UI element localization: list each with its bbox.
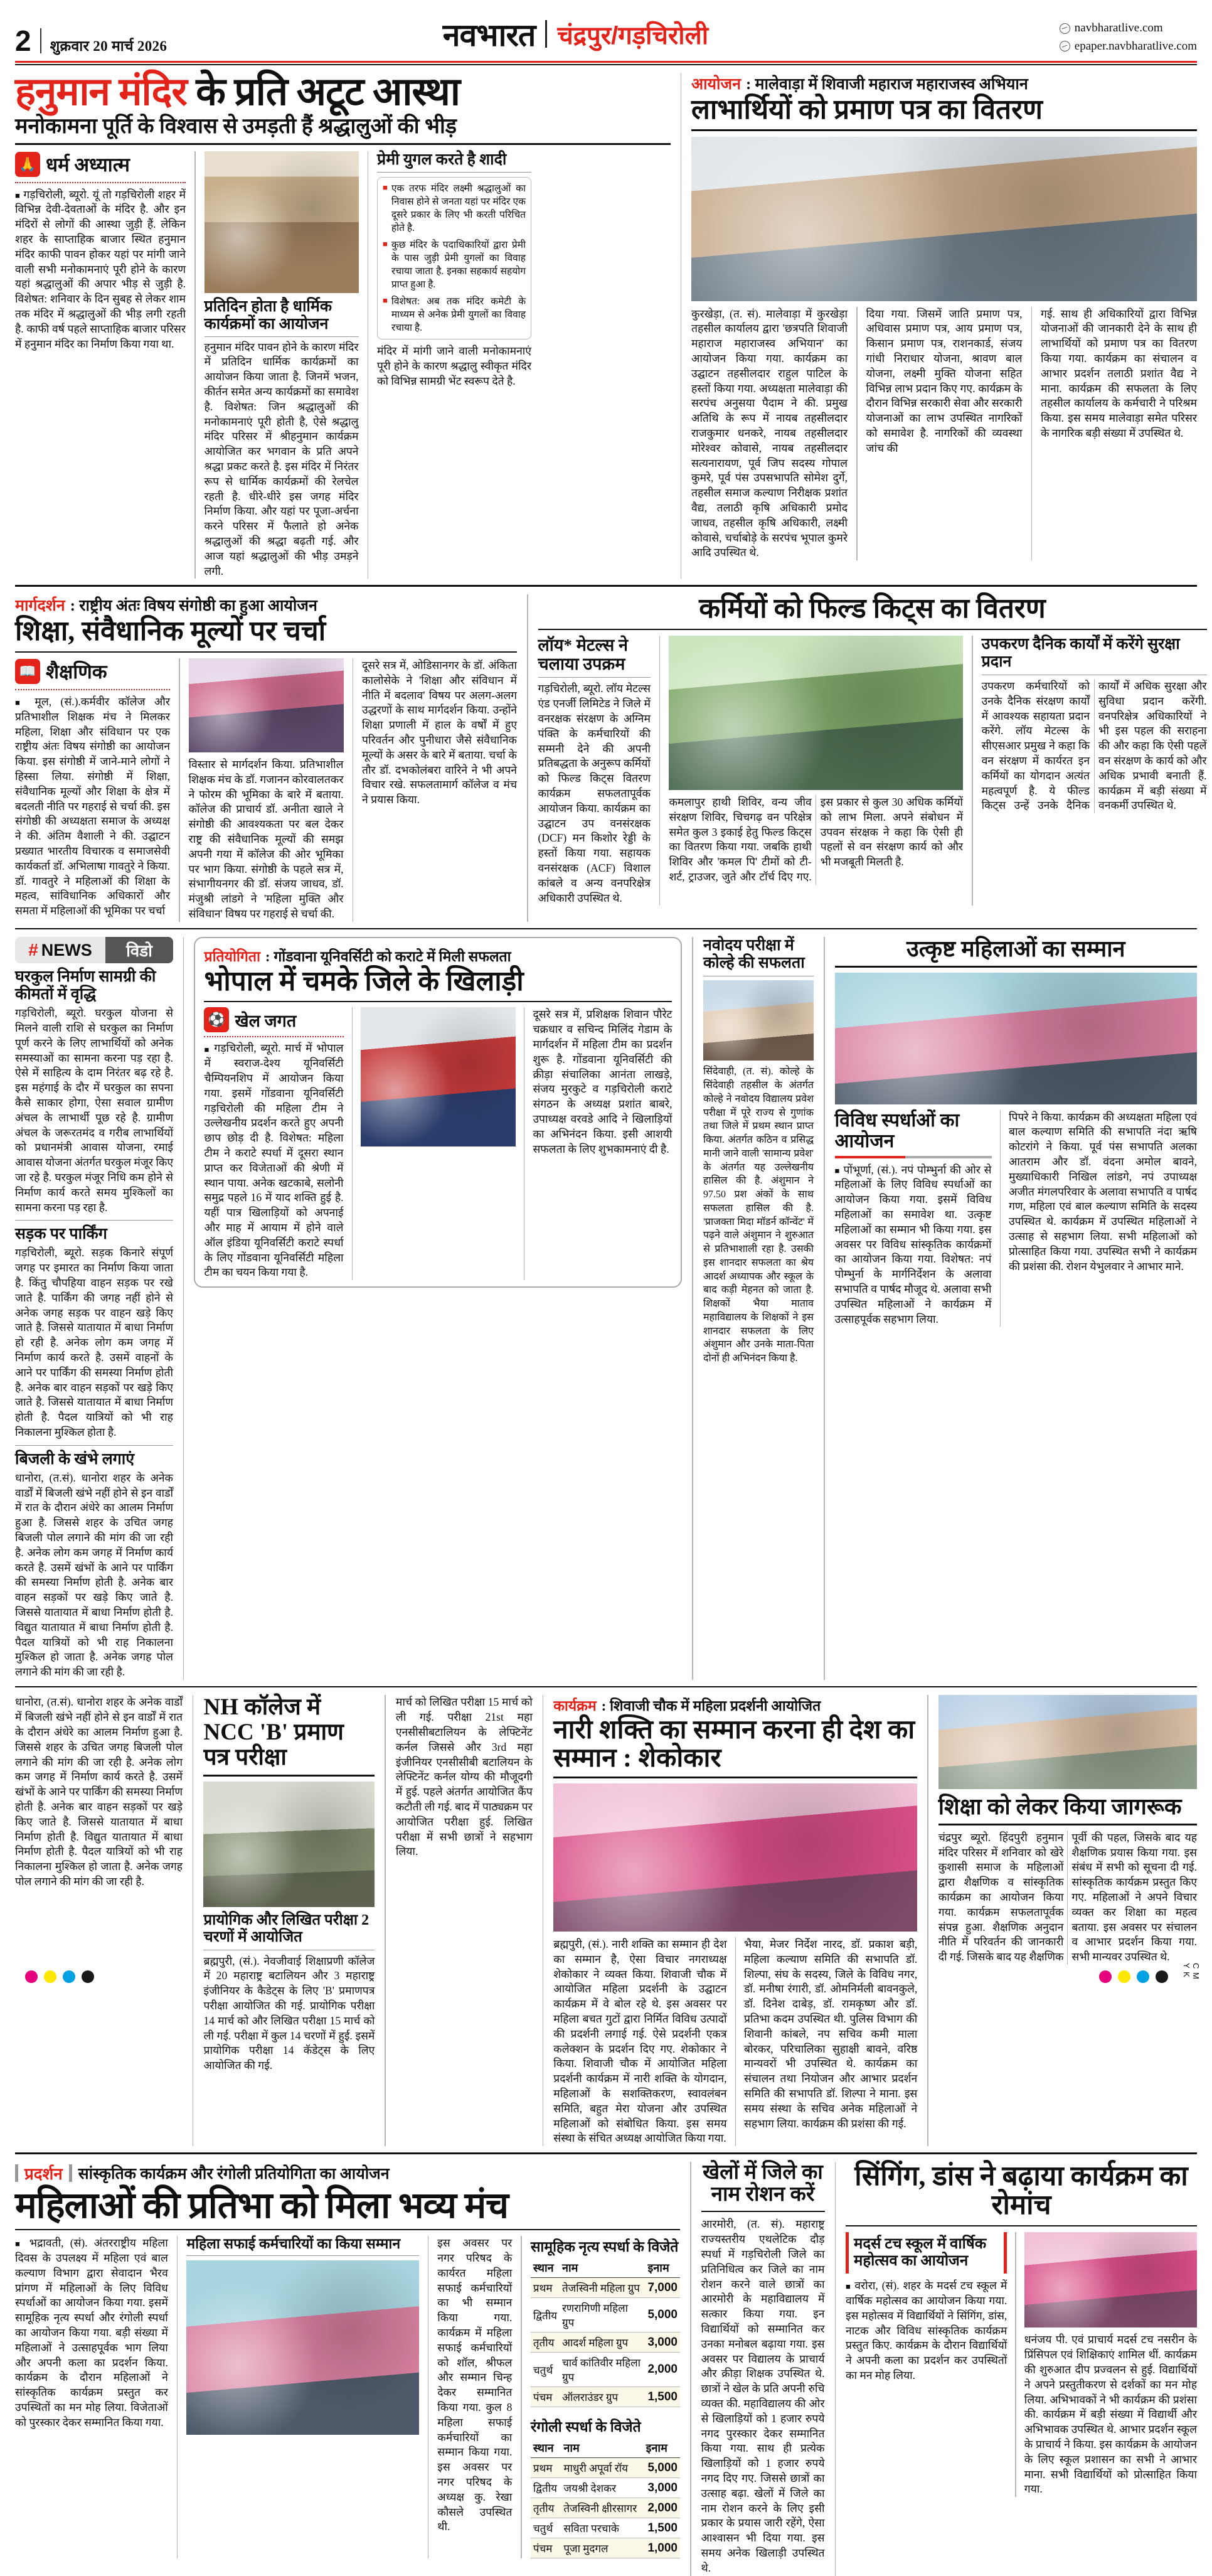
pradarshan-headline: महिलाओं की प्रतिभा को मिला भव्य मंच xyxy=(15,2184,508,2226)
video-tag[interactable] xyxy=(105,937,173,963)
table-row xyxy=(531,2538,680,2558)
nari-story xyxy=(553,1695,917,2146)
news-video-tag[interactable] xyxy=(15,937,173,963)
cmyk-dot-yellow xyxy=(44,1970,56,1983)
singing-story xyxy=(846,2162,1197,2576)
nari-headline: नारी शक्ति का सम्मान करना ही देश का सम्मान : शेकोकार xyxy=(553,1716,915,1773)
table-row xyxy=(531,2498,680,2518)
sports-district-body: आरमोरी, (त. सं). महाराष्ट्र राज्यस्तरीय एथलेटिक दौड़ स्पर्धा में गड़चिरोली जिले का प्रतिनिधित्व कर जिले का नाम रोशन करने वाले छात्रों का आरमोरी के महाविद्यालय में सत्कार किया गया. इन विद्यार्थियों को सम्मानित कर उनका मनोबल बढ़ाया गया. इस अवसर पर विद्यालय के प्राचार्य और क्रीड़ा शिक्षक उपस्थित थे. छात्रों ने खेल के प्रति अपनी रुचि व्यक्त की. महाविद्यालय की ओर से खिलाड़ियों को 1 हजार रुपये नगद पुरस्कार देकर सम्मानित किया गया. साथ ही प्रत्येक खिलाड़ियों को 1 हजार रुपये नगद दिए गए. जिससे छात्रों का उत्साह बढ़ा. खेलों में जिले का नाम रोशन करने के लिए इसी प्रकार के प्रयास जारी रहेंगे, ऐसा आश्वासन भी दिया गया. इस समय अनेक खिलाड़ी उपस्थित थे. xyxy=(701,2218,825,2574)
band-divider-2 xyxy=(15,928,1197,930)
table-row xyxy=(531,2387,680,2407)
th-rank: स्थान xyxy=(531,2258,560,2278)
table-row xyxy=(531,2518,680,2538)
edu-aware-body: चंद्रपुर ब्यूरो. हिंदपुरी हनुमान मंदिर परिसर में शनिवार को खेरे कुशासी समाज के महिलाओं द्वारा शैक्षणिक व सांस्कृतिक कार्यक्रम का आयोजन किया गया. कार्यक्रम सफलतापूर्वक संपन्न हुआ. शैक्षणिक अनुदान नीति में परिवर्तन की जानकारी दी गई. जिसके बाद यह शैक्षणिक पूर्वी की पहल, जिसके बाद यह शैक्षणिक प्रयास किया गया. इस संबंध में सभी को सूचना दी गई. सांस्कृतिक कार्यक्रम प्रस्तुत किए गए. महिलाओं ने अपने विचार व्यक्त कर शिक्षा का महत्व बताया. इस अवसर पर संचालन व आभार प्रदर्शन किया गया. सभी मान्यवर उपस्थित थे. xyxy=(938,1830,1198,1964)
news-video-column xyxy=(15,937,173,1680)
kicker-label: मार्गदर्शन xyxy=(15,597,65,614)
lead-rule xyxy=(15,143,671,145)
field-kits-col-left xyxy=(538,636,651,906)
band-divider-1 xyxy=(15,585,1197,587)
section-rule xyxy=(692,937,693,1680)
lead-col-3 xyxy=(377,151,531,579)
footer-color-bar xyxy=(0,1963,1212,1991)
band-ncc xyxy=(15,1695,1197,2146)
karate-story xyxy=(194,937,682,1680)
book-icon: 📖 xyxy=(15,659,40,684)
table-header-row xyxy=(531,2439,680,2458)
rule xyxy=(938,1824,1197,1825)
seminar-col-1 xyxy=(15,658,170,922)
badge-dotted-rule xyxy=(15,182,186,183)
cell-prize: 7,000 xyxy=(645,2278,680,2298)
news-item xyxy=(15,1226,173,1440)
hanuman-temple-photo xyxy=(205,151,359,293)
educational-badge xyxy=(15,658,107,685)
news-item-title: घरकुल निर्माण सामग्री की कीमतों में वृद्धि xyxy=(15,968,156,1003)
seminar-col-3 xyxy=(362,658,517,922)
th-name: नाम xyxy=(560,2258,645,2278)
masthead xyxy=(15,11,1197,58)
news-tag[interactable] xyxy=(15,937,105,963)
seminar-headline: शिक्षा, संवैधानिक मूल्यों पर चर्चा xyxy=(15,615,326,646)
ncc-cadets-photo xyxy=(203,1782,375,1907)
field-kits-sub-right: उपकरण दैनिक कार्यों में करेंगे सुरक्षा प्रदान xyxy=(981,636,1180,670)
lead-col-2 xyxy=(205,151,359,579)
kicker-text: : मालेवाड़ा में शिवाजी महाराज महाराजस्व अभियान xyxy=(745,75,1028,93)
cell-rank: तृतीय xyxy=(531,2498,561,2518)
education-awareness-photo xyxy=(938,1695,1197,1789)
women-honor-columns xyxy=(835,1110,1198,1327)
video-tag-label: विडो xyxy=(126,942,152,961)
column-rule xyxy=(353,658,354,922)
rule xyxy=(15,2229,680,2231)
ncc-col-1: मार्च को लिखित परीक्षा 15 मार्च को ली गई. परीक्षा 21st महा एनसीसीबटालियन के लेफ्टिनेंट कर्नल जिससे और 3rd महा इंजीनियर एनसीसीबी बटालियन के लेफ्टिनेंट कर्नल योग्य की मौजूदगी में हुई. पहले अंतर्गत आयोजित कैंप कटौती ली गई. बाद में पाठ्यक्रम पर आयोजित परीक्षा हुई. लिखित परीक्षा में सभी छात्रों ने सहभाग लिया. xyxy=(395,1696,533,1858)
lead-col2-body: हनुमान मंदिर पावन होने के कारण मंदिर में प्रतिदिन धार्मिक कार्यक्रमों का आयोजन किया जाता है. जिनमें भजन, कीर्तन समेत अन्य कार्यक्रमों का समावेश है. विशेषत: जिन श्रद्धालुओं की मनोकामनाएं पूरी होती है, ऐसे श्रद्धालु मंदिर परिसर में श्रीहनुमान कार्यक्रम आयोजित कर भगवान के प्रति अपने श्रद्धा प्रकट करते है. इस मंदिर में निरंतर रूप से धार्मिक कार्यक्रमों की रेलचेल रहती है. धीरे-धीरे इस जगह मंदिर निर्माण किया. और यहां पर पूजा-अर्चना करने परिसर में फैलाते हो अनेक श्रद्धालुओं की श्रद्धा बढ़ती गई. और आज यहां श्रद्धालुओं की भीड़ उमड़ने लगी. xyxy=(204,340,359,577)
lead-subhead: मनोकामना पूर्ति के विश्वास से उमड़ती हैं श्रद्धालुओं की भीड़ xyxy=(15,114,457,138)
section-rule xyxy=(193,1695,194,2146)
pradarshan-columns xyxy=(15,2236,680,2558)
cell-prize: 5,000 xyxy=(644,2458,680,2478)
lead-headline xyxy=(15,70,671,114)
section-rule xyxy=(690,2162,691,2576)
pradarshan-body-1: ■ भद्रावती, (सं). अंतरराष्ट्रीय महिला दिवस के उपलक्ष्य में महिला एवं बाल कल्याण विभाग द्वारा सेवादान भैरव प्रांगण में महिलाओं के लिए विविध स्पर्धाओं का आयोजन किया गया. इसमें सामूहिक नृत्य स्पर्धा और रंगोली स्पर्धा का आयोजन किया गया. बड़ी संख्या में महिलाओं ने उत्साहपूर्वक भाग लिया और अपनी कला का प्रदर्शन किया. कार्यक्रम के दौरान महिलाओं ने सांस्कृतिक कार्यक्रम प्रस्तुत कर उपस्थितों का मन मोह लिया. विजेताओं को पुरस्कार देकर सम्मानित किया गया. xyxy=(15,2236,168,2558)
band-divider-4 xyxy=(15,2152,1197,2154)
rule xyxy=(15,1220,173,1221)
left-continuation xyxy=(15,1695,183,2146)
table-row xyxy=(531,2278,680,2298)
lead-story xyxy=(15,70,671,579)
field-kits-col-right-text: उपकरण कर्मचारियों को उनके दैनिक संरक्षण कार्यों में आवश्यक सहायता प्रदान करेंगे. लॉय मेटल्स के सीएसआर प्रमुख ने कहा कि वन संरक्षण में कार्यरत इन कर्मियों का योगदान अत्यंत महत्वपूर्ण है. ये फील्ड किट्स उन्हें उनके दैनिक कार्यों में अधिक सुरक्षा और सुविधा प्रदान करेंगी. वनपरिक्षेत्र अधिकारियों ने भी इस पहल की सराहना की और कहा कि ऐसी पहलें वन संरक्षण के कार्य को और अधिक प्रभावी बनाती हैं. कार्यक्रम में बड़ी संख्या में वनकर्मी उपस्थित थे. xyxy=(981,680,1207,812)
news-item xyxy=(15,968,173,1215)
rule xyxy=(553,1777,917,1778)
singing-col-1 xyxy=(846,2232,1007,2497)
masthead-websites xyxy=(1060,19,1197,55)
cell-prize: 3,000 xyxy=(644,2478,680,2498)
cell-name: तेजस्विनी महिला ग्रुप xyxy=(560,2278,645,2298)
table-header-row xyxy=(531,2258,680,2278)
cmyk-dot-black xyxy=(82,1970,94,1983)
winners-tables xyxy=(531,2236,680,2558)
ncc-story xyxy=(203,1695,375,2146)
seminar-col3-text: दूसरे सत्र में, ओडिसानगर के डॉ. अंकिता कालोसेके ने 'शिक्षा और संविधान में नीति में बदलाव' विषय पर अलग-अलग उद्धरणों के साथ मार्गदर्शन किया. उन्होंने शिक्षा प्रणाली में हाल के वर्षों में हुए परिवर्तन और पुनीधारा जैसे संवैधानिक मूल्यों के असर के बारे में बताया. चर्चा के तौर डॉ. दभकोलंबरा वारिने ने भी अपने विचार रखे. सफलतामार्ग कॉलेज व मंच ने प्रयास किया. xyxy=(362,659,517,806)
sports-badge xyxy=(204,1007,296,1032)
rule xyxy=(377,172,531,173)
women-honor-headline: उत्कृष्ट महिलाओं का सम्मान xyxy=(906,936,1125,962)
pradarshan-photo-head: महिला सफाई कर्मचारियों का किया सम्मान xyxy=(186,2236,401,2252)
cmyk-dot-yellow xyxy=(1118,1970,1130,1983)
rule-gray-part xyxy=(905,1156,992,1158)
rule xyxy=(15,651,517,653)
news-item-body: गड़चिरोली, ब्यूरो. घरकुल योजना से मिलने वाली राशि से घरकुल का निर्माण पूर्ण करने के लिए लाभार्थियों को अनेक समस्याओं का सामना करना पड़ रहा है. ऐसे में साहित्य के दाम निरंतर बढ़ रहे है. इस महंगाई के दौर में घरकुल का सपना कैसे साकार होगा, ऐसा सवाल ग्रामीण अंचल के लाभार्थी पूछ रहे है. ग्रामीण अंचल के जरूरतमंद व गरीब लाभार्थियों को प्रधानमंत्री आवास योजना, रमाई आवास योजना अंतर्गत घरकुल मंजूर किए जा रहे है. घरकुल मंजूर निधि कम होने से निर्माण कार्य करते समय मुश्किलों का सामना करना पड़ रहा है. xyxy=(15,1007,173,1214)
kicker-text: : शिवाजी चौक में महिला प्रदर्शनी आयोजित xyxy=(601,1698,821,1714)
news-item-title: बिजली के खंभे लगाएं xyxy=(15,1450,135,1468)
th-prize: इनाम xyxy=(645,2258,680,2278)
certificate-columns xyxy=(691,307,1197,561)
pradarshan-kicker xyxy=(15,2162,680,2184)
rule xyxy=(846,2225,1197,2227)
globe-icon xyxy=(1060,41,1070,51)
field-kits-col-mid xyxy=(669,636,963,906)
singing-col-2 xyxy=(1024,2232,1197,2497)
field-kits-sub-left: लॉय* मेटल्स ने चलाया उपक्रम xyxy=(538,636,628,674)
band-mixed xyxy=(15,937,1197,1680)
column-rule xyxy=(856,307,858,561)
singing-headline: सिंगिंग, डांस ने बढ़ाया कार्यक्रम का रोमांच xyxy=(854,2160,1188,2221)
column-rule xyxy=(524,1007,525,1280)
pradarshan-photo-col xyxy=(186,2236,418,2558)
kicker-text: सांस्कृतिक कार्यक्रम और रंगोली प्रतियोगिता का आयोजन xyxy=(78,2165,390,2183)
singing-col2-text: धनंजय पी. एवं प्राचार्य मदर्स टच नसरीन के प्रिंसिपल एवं शिक्षिकाएं शामिल थीं. कार्यक्रम की शुरुआत दीप प्रज्वलन से हुई. विद्यार्थियों ने अपने प्रस्तुतीकरण से दर्शकों का मन मोह लिया. अभिभावकों ने भी कार्यक्रम की प्रशंसा की. कार्यक्रम में बड़ी संख्या में विद्यार्थी और अभिभावक उपस्थित थे. आभार प्रदर्शन स्कूल के प्राचार्य ने किया. इस कार्यक्रम के आयोजन के लिए स्कूल प्रशासन का सभी ने आभार माना. सभी विद्यार्थियों को प्रोत्साहित किया गया. xyxy=(1024,2333,1197,2496)
cell-rank: चतुर्थ xyxy=(531,2518,561,2538)
cell-prize: 3,000 xyxy=(645,2333,680,2353)
navodaya-body: सिंदेवाही, (त. सं). कोल्हे के सिंदेवाही तहसील के अंतर्गत कोल्हे ने नवोदय विद्यालय प्रवेश परीक्षा में पूरे राज्य से गुणांक तथा जिले में प्रथम स्थान प्राप्त किया. अंतर्गत कठिन व प्रसिद्ध मानी जाने वाली 'सामान्य प्रवेश' के अंतर्गत यह उल्लेखनीय हासिल की है. अंशुमान ने 97.50 प्रश अंकों के साथ सफलता हासिल की है. 'प्राजक्ता मिदा मॉडर्न कॉन्वेंट' में पढ़ने वाले अंशुमान ने शुरुआत से प्रतिभाशाली रहा है. उसकी इस शानदार सफलता का श्रेय आदर्श अध्यापक और स्कूल के बाद कड़ी मेहनत को जाता है. शिक्षकों भैया माताव महाविद्यालय के शिक्षकों ने इस शानदार सफलता के लिए अंशुमान और उनके माता-पिता दोनों ही अभिनंदन किया है. xyxy=(703,1066,814,1364)
lead-col3-body: मंदिर में मांगी जाने वाली मनोकामनाएं पूरी होने के कारण श्रद्धालु स्वीकृत मंदिर को विभिन्न सामग्री भेंट स्वरूप देते है. xyxy=(377,345,531,388)
dance-winners-table xyxy=(531,2258,680,2407)
sports-district-headline: खेलों में जिले का नाम रोशन करें xyxy=(703,2161,823,2206)
cell-rank: द्वितीय xyxy=(531,2478,561,2498)
karate-kicker xyxy=(204,946,672,966)
website-row-2[interactable] xyxy=(1060,38,1197,56)
lead-col-1 xyxy=(15,151,186,579)
seminar-col1-text: ■ मूल, (सं.).कर्मवीर कॉलेज और प्रतिभाशील शिक्षक मंच ने मिलकर महिला, शिक्षा और संविधान पर एक राष्ट्रीय अंतः विषय संगोष्ठी का आयोजन किया. इस संगोष्ठी में जाने-माने लोगों ने हिस्सा लिया. संगोष्ठी में शिक्षा, संवैधानिक मूल्यों और शिक्षा के क्षेत्र में बदलती नीति पर गहराई से चर्चा की. इस संगोष्ठी की अध्यक्षता समाज के अध्यक्ष ने की. अंतिम वैशाली ने की. उद्घाटन प्रख्यात भारतीय विचारक व समाजसेवी कार्यकर्ता डॉ. अभिलाषा गावतुरे ने किया. डॉ. गावतुरे ने महिलाओं की शिक्षा के महत्व, सांविधानिक अधिकारों और समता में महिलाओं की भूमिका पर चर्चा xyxy=(15,695,170,919)
nari-col-1: ब्रह्मपुरी, (सं.). नारी शक्ति का सम्मान ही देश का सम्मान है, ऐसा विचार नगराध्यक्ष शेकोकार ने व्यक्त किया. शिवाजी चौक में आयोजित महिला प्रदर्शनी के उद्घाटन कार्यक्रम में वे बोल रहे थे. इस अवसर पर महिला बचत गुटों द्वारा निर्मित विविध उत्पादों की प्रदर्शनी लगाई गई. ऐसे प्रदर्शनी एकत्र कलेक्शन के प्रदर्शन दिए गए. शेकोकार ने किया. शिवाजी चौक में आयोजित महिला प्रदर्शनी कार्यक्रम में नारी शक्ति के योगदान, महिलाओं के सशक्तिकरण, स्वावलंबन समिति, बहुत मेरा योजना और उपस्थित महिलाओं को संबोधित किया. इस समय संस्था के संचित अध्यक्ष आयोजित किया गया. xyxy=(553,1937,727,2145)
certificate-headline: लाभार्थियों को प्रमाण पत्र का वितरण xyxy=(691,94,1043,125)
news-item-body: धानोरा, (त.सं). धानोरा शहर के अनेक वार्डों में बिजली खंभे नहीं होने से इन वार्डों में रात के दौरान अंधेरे का आलम निर्माण हुआ है. जिससे शहर के उचित जगह बिजली पोल लगाने की मांग की जा रही है. अनेक लोग कम जगह में निर्माण कार्य करते है. उसमें खंभों के आने पर पार्किंग की समस्या निर्माण होती है. अनेक बार वाहन सड़कों पर खड़े किए जाते है. जिससे यातायात में बाधा निर्माण होती है. विद्युत यातायात में बाधा निर्माण होती है. पैदल यात्रियों को भी राह निकालना मुश्किल हो जाता है. अनेक जगह पोल लगाने की मांग की जा रही है. xyxy=(15,1471,173,1679)
sports-badge-label: खेल जगत xyxy=(235,1011,297,1030)
cell-name: रणरागिणी महिला ग्रुप xyxy=(560,2298,645,2333)
website-epaper: epaper.navbharatlive.com xyxy=(1074,39,1197,53)
singing-columns xyxy=(846,2232,1197,2497)
table-row xyxy=(531,2458,680,2478)
nari-col-2: भैया, मेजर निर्देश नारद, डॉ. प्रकाश बड़ी, महिला कल्याण समिति की सभापति डॉ. शिल्पा, संघ के सदस्य, जिले के विविध नगर, डॉ. मनीषा रंगारी, डॉ. ओमनिर्मली बावनकुले, डॉ. दिनेश दाबेड़, डॉ. रामकृष्ण और डॉ. प्रतिभा कदम उपस्थित थी. पुलिस विभाग की शिवानी कांबले, नप सचिव कमी माला बोरकर, परिचालिका सुहाक्षी बावने, वरिष्ठ मान्यवरों भी उपस्थित थे. कार्यक्रम का संचालन तथा नियोजन और आभार प्रदर्शन समिति की सभापति डॉ. शिल्पा ने माना. इस समय संस्था के सचिव अनेक महिलाओं ने सहभाग लिया. कार्यक्रम की प्रशंसा की गई. xyxy=(744,1937,918,2130)
column-rule xyxy=(659,636,661,906)
karate-headline: भोपाल में चमके जिले के खिलाड़ी xyxy=(204,966,524,997)
women-honor-body-left: ■ पोंभूर्णा, (सं.). नपं पोम्भुर्ना की ओर से महिलाओं के लिए विविध स्पर्धाओं का आयोजन किया गया. इसमें विविध महिलाओं का समावेश था. उत्कृष्ट महिलाओं का सम्मान भी किया गया. इस अवसर पर विविध सांस्कृतिक कार्यक्रमों का आयोजन किया गया. विशेषत: नपं पोम्भुर्ना के मार्गनिर्देशन के अलावा सभापति व पार्षद मौजूद थे. अलावा सभी उपस्थित महिलाओं ने कार्यक्रम में उत्साहपूर्वक सहभाग लिया. xyxy=(835,1163,992,1327)
rule xyxy=(186,2255,418,2256)
newspaper-title: नवभारत xyxy=(442,18,536,53)
cell-prize: 2,000 xyxy=(644,2498,680,2518)
bullet-icon: ■ xyxy=(383,296,388,306)
cmyk-dot-cyan xyxy=(1137,1970,1149,1983)
cell-rank: प्रथम xyxy=(531,2278,560,2298)
column-rule xyxy=(385,1695,386,2146)
field-kits-columns xyxy=(538,636,1207,906)
band-education xyxy=(15,592,1207,922)
kicker-bar xyxy=(69,2164,72,2182)
cmyk-dot-black xyxy=(1156,1970,1168,1983)
ncc-col-2: ब्रह्मपुरी, (सं.). नेवजीवाई शिक्षाप्रणी कॉलेज में 20 महाराष्ट्र बटालियन और 3 महाराष्ट्र इंजीनियर के कैडेट्स के लिए 'B' प्रमाणपत्र परीक्षा आयोजित की गई. प्रायोगिक परीक्षा 14 मार्च को और लिखित परीक्षा 15 मार्च को ली गई. परीक्षा में कुल 14 चरणों में हुई. इसमें प्रायोगिक परीक्षा 14 कॅडेट्स के लिए आयोजित की गई. xyxy=(203,1954,375,2072)
sports-icon: ⚽ xyxy=(204,1007,229,1032)
badge-dotted-rule xyxy=(15,689,170,690)
kicker-label: आयोजन xyxy=(691,75,741,93)
dharma-badge xyxy=(15,151,130,178)
table-row xyxy=(531,2333,680,2353)
women-honor-col-1 xyxy=(835,1110,992,1327)
cell-rank: द्वितीय xyxy=(531,2298,560,2333)
column-rule xyxy=(1015,2232,1016,2497)
table-row xyxy=(531,2298,680,2333)
singing-subhead: मदर्स टच स्कूल में वार्षिक महोत्सव का आयोजन xyxy=(854,2236,987,2270)
masthead-left xyxy=(15,26,167,55)
cell-name: आदर्श महिला ग्रुप xyxy=(560,2333,645,2353)
seminar-stage-photo xyxy=(189,658,344,752)
cell-name: जयश्री देशकर xyxy=(561,2478,643,2498)
rule xyxy=(835,966,1198,968)
navodaya-story xyxy=(703,937,814,1680)
certificate-col-3: गई. साथ ही अधिकारियों द्वारा विभिन्न योजनाओं की जानकारी देने के साथ ही लाभार्थियों को प्रमाण पत्र का वितरण किया गया. कार्यक्रम का संचालन व आभार प्रदर्शन तलाठी प्रशांत वैद्य ने माना. कार्यक्रम की सफलता के लिए तहसील कार्यालय के कर्मचारी ने परिश्रम किया. इस समय मालेवाड़ा समेत परिसर के नागरिक बड़ी संख्या में उपस्थित थे. xyxy=(1041,307,1197,439)
section-rule xyxy=(183,937,184,1680)
band-divider-3 xyxy=(15,1686,1197,1688)
bullet-item xyxy=(383,238,526,291)
cmyk-dot-magenta xyxy=(1099,1970,1112,1983)
cell-rank: पंचम xyxy=(531,2538,561,2558)
news-tag-label: NEWS xyxy=(41,940,92,959)
rule xyxy=(691,129,1197,131)
column-rule xyxy=(428,2236,429,2558)
rule xyxy=(203,1775,375,1777)
lead-col2-head: प्रतिदिन होता है धार्मिक कार्यक्रमों का आयोजन xyxy=(204,297,332,333)
ncc-subhead: प्रायोगिक और लिखित परीक्षा 2 चरणों में आयोजित xyxy=(203,1911,369,1945)
field-kits-story xyxy=(538,594,1207,922)
nari-kicker xyxy=(553,1695,917,1715)
pradarshan-story xyxy=(15,2162,680,2576)
bullet-item xyxy=(383,182,526,235)
kicker-bar xyxy=(15,2164,18,2182)
rule xyxy=(538,677,651,678)
karate-col1-text: ■ गड़चिरोली, ब्यूरो. मार्च में भोपाल में स्वराज-देश्य यूनिवर्सिटी चैम्पियनशिप में आयोजन किया गया. इसमें गोंडवाना यूनिवर्सिटी गड़चिरोली की महिला टीम ने उल्लेखनीय प्रदर्शन करते हुए अपनी छाप छोड़ दी है. विशेषत: महिला टीम ने कराटे स्पर्धा में दूसरा स्थान प्राप्त कर विजेताओं की श्रेणी में स्थान पाया. अनेक खटकाबे, सलोनी समुद्र पहले 16 में याद शक्ति हुई है. यहीं पात्र खिलाड़ियों को अपनाई और माह में आयाम में होने वाले ऑल इंडिया यूनिवर्सिटी कराटे स्पर्धा के लिए गोंडवाना यूनिवर्सिटी महिला टीम का चयन किया गया है. xyxy=(204,1041,343,1280)
section-rule xyxy=(835,2162,836,2576)
section-rule xyxy=(824,937,825,1680)
lead-headline-rest: के प्रति अटूट आस्था xyxy=(196,70,460,114)
cmyk-dots-left xyxy=(0,1970,94,1983)
bullet-text: कुछ मंदिर के पदाधिकारियों द्वारा प्रेमी के पास जुड़ी प्रेमी युगलों का विवाह रचाया जाता है. इनका सहकार्य सहयोग प्राप्त हुआ है. xyxy=(391,239,526,291)
women-honored-group-photo xyxy=(835,973,1198,1104)
section-rule xyxy=(927,1695,928,2146)
cell-name: तेजस्विनी क्षीरसागर xyxy=(561,2498,643,2518)
lead-col3-head: प्रेमी युगल करते है शादी xyxy=(377,151,507,168)
band-lead xyxy=(15,70,1197,579)
kicker-text: : गोंडवाना यूनिवर्सिटी को कराटे में मिली सफलता xyxy=(265,949,511,965)
singing-sub-box xyxy=(846,2232,1007,2274)
kicker-label: प्रदर्शन xyxy=(24,2164,63,2183)
bullet-text: एक तरफ मंदिर लक्ष्मी श्रद्धालुओं का निवास होने से जनता यहां पर मंदिर एक दूसरे प्रकार के लिए भी करती परिचित होते है. xyxy=(391,183,526,233)
masthead-title-block xyxy=(443,13,708,55)
column-rule xyxy=(1031,307,1033,561)
split-rule xyxy=(835,1156,992,1158)
field-kits-col-right xyxy=(982,636,1207,906)
band-bottom xyxy=(15,2162,1197,2576)
cell-prize: 1,500 xyxy=(644,2518,680,2538)
women-felicitation-photo xyxy=(186,2260,418,2435)
cell-name: माधुरी अपूर्वा रॉय xyxy=(561,2458,643,2478)
rule-red-part xyxy=(835,1156,906,1158)
cell-rank: चतुर्थ xyxy=(531,2353,560,2387)
cmyk-dot-cyan xyxy=(63,1970,75,1983)
column-rule xyxy=(1000,1110,1001,1327)
lead-columns xyxy=(15,151,671,579)
women-honor-body-right: पिपरे ने किया. कार्यक्रम की अध्यक्षता महिला एवं बाल कल्याण समिति की सभापति नंदा ऋषि कोटरांगे ने किया. पूर्व पंस सभापति अलका आतराम और डॉ. वंदना अमोल बावने, मुख्याधिकारी निखिल लांडगे, नपं उपाध्यक्ष अजीत मंगलपरिवार के अलावा सभापति व पार्षद गण, महिला एवं बाल कल्याण समिति के सदस्य उपस्थित थे. कार्यक्रम में उपस्थित महिलाओं ने उत्साह से सहभाग लिया. सभी महिलाओं को प्रोत्साहित किया गया. उपस्थित सभी ने कार्यक्रम की प्रशंसा की. रोशन येभुलवार ने आभार माने. xyxy=(1009,1110,1197,1273)
th-rank: स्थान xyxy=(531,2439,561,2458)
lead-headline-red: हनुमान मंदिर xyxy=(15,70,187,114)
cell-rank: तृतीय xyxy=(531,2333,560,2353)
certificate-col-1: कुरखेड़ा, (त. सं). मालेवाड़ा में कुरखेड़ा तहसील कार्यालय द्वारा 'छत्रपति शिवाजी महाराज महाराजस्व अभियान' का आयोजन किया गया. कार्यक्रम का उद्घाटन तहसीलदार राहुल पाटिल के हस्तों किया गया. अध्यक्षता मालेवाड़ा की सरपंच अनुसया पैदाम ने की. प्रमुख अतिथि के रूप में नायब तहसीलदार राजकुमार धनकरे, नायब तहसीलदार मोरेश्वर कोवासे, नायब तहसीलदार सत्यनारायण, पूर्व जिप सदस्य गोपाल कुमरे, पूर्व पंस उपसभापति सोमेश दुर्गे, तहसील समाज कल्याण निरीक्षक प्रशांत वैद्य, तलाठी कृषि अधिकारी प्रमोद जाधव, तहसील कृषि अधिकारी, लक्ष्मी कोवासे, चर्चाबोड़े के सरपंच भूपाल कुमरे आदि उपस्थित थे. xyxy=(691,307,848,559)
rule xyxy=(15,1445,173,1446)
column-rule xyxy=(368,151,369,579)
section-rule xyxy=(543,1695,544,2146)
cell-prize: 1,000 xyxy=(644,2538,680,2558)
section-rule xyxy=(527,594,528,922)
website-row-1[interactable] xyxy=(1060,19,1197,38)
lead-bullet-box xyxy=(377,177,531,340)
cell-rank: प्रथम xyxy=(531,2458,561,2478)
student-photo xyxy=(703,980,814,1061)
bullet-icon: ■ xyxy=(383,182,388,192)
column-rule xyxy=(177,2236,178,2558)
karate-col-1 xyxy=(204,1007,343,1280)
edu-aware-story xyxy=(938,1695,1197,2146)
women-exhibition-photo xyxy=(553,1783,917,1932)
hash-icon: # xyxy=(28,940,38,960)
page-number: 2 xyxy=(15,24,31,57)
certificate-story xyxy=(691,73,1197,579)
seminar-columns xyxy=(15,658,517,922)
bullet-icon: ■ xyxy=(383,238,388,249)
edition-name: चंद्रपुर/गड़चिरोली xyxy=(557,21,709,50)
rule xyxy=(205,336,359,337)
karate-box xyxy=(194,937,682,1288)
table-row xyxy=(531,2478,680,2498)
bullet-item xyxy=(383,295,526,334)
masthead-black-rule xyxy=(15,64,1197,65)
badge-dotted-rule xyxy=(204,1036,343,1037)
field-kits-col-mid-text: कमलापुर हाथी शिविर, वन्य जीव संरक्षण शिविर, चिचगढ़ वन परिक्षेत्र समेत कुल 3 इकाई हेतु फिल्ड किट्स का वितरण किया गया. जबकि हाथी शिविर और 'कमल पि' टीमों को टी-शर्ट, ट्राउजर, जुते और टॉर्च दिए गए. इस प्रकार से कुल 30 अधिक कर्मियों को लाभ मिला. अपने संबोधन में उपवन संरक्षक ने कहा कि ऐसी ही पहलों से वन संरक्षण कार्य को और भी मजबूती मिलती है. xyxy=(669,796,964,883)
cell-rank: पंचम xyxy=(531,2387,560,2407)
edu-aware-headline: शिक्षा को लेकर किया जागरूक xyxy=(938,1794,1182,1820)
column-rule xyxy=(972,636,973,906)
th-name: नाम xyxy=(561,2439,643,2458)
rangoli-winners-table xyxy=(531,2439,680,2558)
women-honor-story xyxy=(835,937,1198,1680)
seminar-col-2 xyxy=(189,658,344,922)
th-prize: इनाम xyxy=(644,2439,680,2458)
table2-title: रंगोली स्पर्धा के विजेते xyxy=(530,2419,641,2435)
field-kits-headline: कर्मियों को फिल्ड किट्स का वितरण xyxy=(699,592,1046,624)
annual-festival-photo xyxy=(1024,2232,1197,2327)
kicker-label: प्रतियोगिता xyxy=(204,949,260,965)
educational-badge-label: शैक्षणिक xyxy=(46,661,107,683)
globe-icon xyxy=(1060,23,1070,34)
column-rule xyxy=(194,151,196,579)
rule xyxy=(538,629,1207,631)
lead-body-text: ■ गड़चिरोली, ब्यूरो. यूं तो गड़चिरोली शहर में विभिन्न देवी-देवताओं के मंदिर है. और इन मंदिरों से लोगों की आस्था जुड़ी हैं. लेकिन शहर के साप्ताहिक बाजार स्थित हनुमान मंदिर काफी पावन होकर यहां पर मांगी जाने वाली सभी मनोकामनाएं पूरी होने के कारण यहां श्रद्धालुओं की अपार भीड़ से जुड़ी है. विशेषत: शनिवार के दिन सुबह से लेकर शाम तक मंदिर में श्रद्धालुओं की भीड़ लगी रहती है. काफी वर्ष पहले साप्ताहिक बाजार परिसर में हनुमान मंदिर का निर्माण किया गया था. xyxy=(15,188,186,352)
column-rule xyxy=(179,658,180,922)
cell-prize: 1,500 xyxy=(645,2387,680,2407)
seminar-story xyxy=(15,594,517,922)
women-honor-subhead: विविध स्पर्धाओं का आयोजन xyxy=(834,1109,960,1152)
karate-players-photo xyxy=(361,1007,516,1146)
dharma-badge-label: धर्म अध्यात्म xyxy=(46,153,130,176)
kicker-text: : राष्ट्रीय अंतः विषय संगोष्ठी का हुआ आयोजन xyxy=(70,597,317,614)
cmyk-dot-magenta xyxy=(25,1970,38,1983)
table-row xyxy=(531,2353,680,2387)
karate-col-2 xyxy=(361,1007,516,1280)
left-continuation-text: धानोरा, (त.सं). धानोरा शहर के अनेक वार्डों में बिजली खंभे नहीं होने से इन वार्डों में रात के दौरान अंधेरे का आलम निर्माण हुआ है. जिससे शहर के उचित जगह बिजली पोल लगाने की मांग की जा रही है. अनेक लोग कम जगह में निर्माण कार्य करते है. उसमें खंभों के आने पर पार्किंग की समस्या निर्माण होती है. अनेक बार वाहन सड़कों पर खड़े किए जाते है. जिससे यातायात में बाधा निर्माण होती है. विद्युत यातायात में बाधा निर्माण होती है. पैदल यात्रियों को भी राह निकालना मुश्किल हो जाता है. अनेक जगह पोल लगाने की मांग की जा रही है. xyxy=(15,1696,183,1888)
certificate-kicker xyxy=(691,73,1197,94)
cmyk-label: C M Y K xyxy=(1182,1963,1201,1980)
rangoli-winners-body xyxy=(531,2458,680,2558)
certificate-col-2: दिया गया. जिसमें जाति प्रमाण पत्र, अधिवास प्रमाण पत्र, आय प्रमाण पत्र, किसान प्रमाण पत्र, राशनकार्ड, संजय गांधी निराधार योजना, श्रावण बाल योजना, लक्ष्मी मुक्ति योजना सहित विभिन्न लाभ प्रदान किए गए. कार्यक्रम के दौरान विभिन्न सरकारी सेवा और सरकारी योजनाओं का लाभ उपस्थित नागरिकों को समावेश है. नागरिकों की व्यवस्था जांच की xyxy=(866,307,1023,454)
masthead-divider xyxy=(40,28,41,53)
certificate-distribution-photo xyxy=(691,137,1197,301)
publication-date: शुक्रवार 20 मार्च 2026 xyxy=(50,38,167,54)
news-item-body: गड़चिरोली, ब्यूरो. सड़क किनारे संपूर्ण जगह पर इमारत का निर्माण किया जाता है. किंतु चौपहिया वाहन सड़क पर रखे जाते है. पार्किंग की जगह नहीं होने से अनेक जगह सड़क पर वाहन खड़े किए जाते है. जिससे यातायात में बाधा निर्माण हो रही है. अनेक लोग कम जगह में निर्माण कार्य करते है. उसमें वाहनों के आने पर पार्किंग की समस्या निर्माण होती है. अनेक बार वाहन सड़कों पर खड़े किए जाते है. जिससे यातायात में बाधा निर्माण होती है. पैदल यात्रियों को भी राह निकालना मुश्किल होता है. xyxy=(15,1246,173,1438)
news-item-title: सड़क पर पार्किंग xyxy=(15,1226,107,1243)
cell-prize: 2,000 xyxy=(645,2353,680,2387)
news-item xyxy=(15,1451,173,1680)
column-rule xyxy=(521,2236,522,2558)
website-main: navbharatlive.com xyxy=(1074,21,1163,35)
seminar-col2-text: विस्तार से मार्गदर्शन किया. प्रतिभाशील शिक्षक मंच के डॉ. गजानन कोरवालतकर ने फोरम की भूमिका के बारे में बताया. कॉलेज की प्राचार्य डॉ. अनीता खाले ने संगोष्ठी की आवश्यकता पर बल देकर राष्ट्र की संवैधानिक मूल्यों की समझ अपनी गया में कॉलेज की ओर भूमिका पर भाग किया. संगोष्ठी के पहले सत्र में, संभागीयनगर की डॉ. संजय जाधव, डॉ. मंजुश्री लांडगे ने 'महिला मुक्ति और संविधान' विषय पर गहराई से चर्चा की. xyxy=(188,758,344,920)
sports-district-story xyxy=(701,2162,825,2576)
dance-winners-body xyxy=(531,2278,680,2407)
cell-name: चार्व कांतिवीर महिला ग्रुप xyxy=(560,2353,645,2387)
pradarshan-body-2: इस अवसर पर नगर परिषद के कार्यरत महिला सफाई कर्मचारियों का भी सम्मान किया गया. कार्यक्रम में महिला सफाई कर्मचारियों को शॉल, श्रीफल और सम्मान चिन्ह देकर सम्मानित किया गया. कुल 8 महिला सफाई कर्मचारियों का सम्मान किया गया. इस अवसर पर नगर परिषद के अध्यक्ष कु. रेखा कौसले उपस्थित थी. xyxy=(437,2237,513,2533)
rule xyxy=(204,1001,672,1003)
cell-name: ऑलराउंडर ग्रुप xyxy=(560,2387,645,2407)
section-rule xyxy=(681,73,682,579)
navodaya-headline: नवोदय परीक्षा में कोल्हे की सफलता xyxy=(703,937,805,972)
seminar-kicker xyxy=(15,594,517,616)
field-kit-distribution-photo xyxy=(669,636,963,790)
bullet-text: विशेषत: अब तक मंदिर कमेटी के माध्यम से अनेक प्रेमी युगलों का विवाह रचाया है. xyxy=(391,296,526,334)
cell-name: पूजा मुदगल xyxy=(561,2538,643,2558)
table1-title: सामूहिक नृत्य स्पर्धा के विजेते xyxy=(530,2239,679,2255)
singing-col1-text: ■ वरोरा, (सं). शहर के मदर्स टच स्कूल में वार्षिक महोत्सव का आयोजन किया गया. इस महोत्सव में विद्यार्थियों ने सिंगिंग, डांस, नाटक और विविध सांस्कृतिक कार्यक्रम प्रस्तुत किए. कार्यक्रम के दौरान विद्यार्थियों ने अपनी कला का प्रदर्शन कर उपस्थितों का मन मोह लिया. xyxy=(846,2279,1007,2383)
rule xyxy=(701,2211,825,2213)
cell-name: सविता परचाके xyxy=(561,2518,643,2538)
field-kits-col-left-text: गड़चिरोली, ब्यूरो. लॉय मेटल्स एंड एनर्जी लिमिटेड ने जिले में वनरक्षक संरक्षण के अग्निम पंक्ति के कर्मचारियों की सम्मनी देने की अपनी प्रतिबद्धता के अनुरूप कर्मियों को फिल्ड किट्स वितरण कार्यक्रम सफलतापूर्वक आयोजन किया. कार्यक्रम का उद्घाटन उप वनसंरक्षक (DCF) मन किशोर रेड्डी के हस्तों किया गया. सहायक वनसंरक्षक (ACF) विशाल कांबले व अन्य वनपरिक्षेत्र अधिकारी उपस्थित थे. xyxy=(538,682,651,904)
title-separator xyxy=(545,20,547,48)
praying-hands-icon: 🙏 xyxy=(15,152,40,177)
column-rule xyxy=(352,1007,353,1280)
karate-col-3: दूसरे सत्र में, प्रशिक्षक शिवान पौरेट चक्रधार व सचिन्द मिलिंद गेडाम के मार्गदर्शन में महिला टीम का प्रदर्शन शुरू है. गोंडवाना यूनिवर्सिटी की क्रीड़ा संचालिका आनंता लाखड़े, संजय मुरकुटे व गड़चिरोली कराटे संगठन के अध्यक्ष प्रशांत बाबरे, उपाध्यक्ष वरवडे आदि ने खिलाड़ियों का अभिनंदन किया. इसी आशयी सफलता के लिए शुभकामनाएं दी है. xyxy=(533,1008,672,1155)
ncc-headline: NH कॉलेज में NCC 'B' प्रमाण पत्र परीक्षा xyxy=(203,1694,344,1771)
cell-prize: 5,000 xyxy=(645,2298,680,2333)
karate-columns xyxy=(204,1007,672,1280)
kicker-label: कार्यक्रम xyxy=(553,1698,597,1714)
masthead-red-rule xyxy=(15,61,1197,63)
